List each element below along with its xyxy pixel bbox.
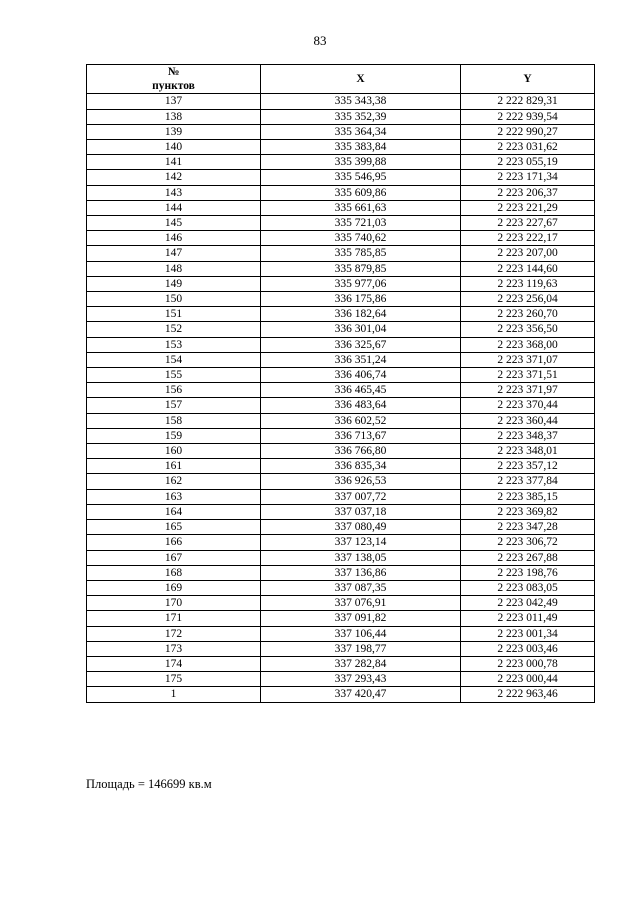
y-coordinate-cell: 2 223 227,67 bbox=[461, 216, 595, 231]
table-row bbox=[87, 231, 595, 246]
x-coordinate-cell: 335 343,38 bbox=[261, 94, 461, 109]
table-body bbox=[87, 94, 595, 702]
point-number-cell: 167 bbox=[87, 550, 261, 565]
point-number-cell: 173 bbox=[87, 641, 261, 656]
x-coordinate-cell: 337 293,43 bbox=[261, 672, 461, 687]
x-coordinate-cell: 337 007,72 bbox=[261, 489, 461, 504]
point-number-cell: 172 bbox=[87, 626, 261, 641]
y-coordinate-cell: 2 223 348,01 bbox=[461, 444, 595, 459]
point-number-cell: 166 bbox=[87, 535, 261, 550]
table-row bbox=[87, 459, 595, 474]
table-row bbox=[87, 596, 595, 611]
table-row bbox=[87, 626, 595, 641]
x-coordinate-cell: 336 182,64 bbox=[261, 307, 461, 322]
x-coordinate-cell: 336 351,24 bbox=[261, 352, 461, 367]
point-number-cell: 144 bbox=[87, 200, 261, 215]
point-number-cell: 175 bbox=[87, 672, 261, 687]
table-row bbox=[87, 520, 595, 535]
x-coordinate-cell: 336 483,64 bbox=[261, 398, 461, 413]
x-coordinate-cell: 335 740,62 bbox=[261, 231, 461, 246]
point-number-cell: 140 bbox=[87, 140, 261, 155]
x-coordinate-cell: 336 406,74 bbox=[261, 368, 461, 383]
table-row bbox=[87, 124, 595, 139]
y-coordinate-cell: 2 223 306,72 bbox=[461, 535, 595, 550]
x-coordinate-cell: 335 721,03 bbox=[261, 216, 461, 231]
table-row bbox=[87, 322, 595, 337]
x-coordinate-cell: 336 713,67 bbox=[261, 428, 461, 443]
x-coordinate-cell: 335 399,88 bbox=[261, 155, 461, 170]
table-row bbox=[87, 550, 595, 565]
point-number-cell: 169 bbox=[87, 580, 261, 595]
y-coordinate-cell: 2 223 377,84 bbox=[461, 474, 595, 489]
point-number-cell: 147 bbox=[87, 246, 261, 261]
table-row bbox=[87, 444, 595, 459]
table-row bbox=[87, 352, 595, 367]
y-coordinate-cell: 2 223 356,50 bbox=[461, 322, 595, 337]
point-number-cell: 159 bbox=[87, 428, 261, 443]
y-coordinate-cell: 2 223 198,76 bbox=[461, 565, 595, 580]
x-coordinate-cell: 336 301,04 bbox=[261, 322, 461, 337]
x-coordinate-cell: 336 175,86 bbox=[261, 292, 461, 307]
y-coordinate-cell: 2 223 385,15 bbox=[461, 489, 595, 504]
table-row bbox=[87, 611, 595, 626]
point-number-cell: 151 bbox=[87, 307, 261, 322]
table-row bbox=[87, 413, 595, 428]
table-row bbox=[87, 474, 595, 489]
table-row bbox=[87, 170, 595, 185]
table-row bbox=[87, 94, 595, 109]
point-number-cell: 154 bbox=[87, 352, 261, 367]
point-number-cell: 170 bbox=[87, 596, 261, 611]
table-row bbox=[87, 292, 595, 307]
table-row bbox=[87, 641, 595, 656]
point-number-cell: 150 bbox=[87, 292, 261, 307]
table-row bbox=[87, 307, 595, 322]
table-row bbox=[87, 155, 595, 170]
point-number-cell: 153 bbox=[87, 337, 261, 352]
point-number-cell: 142 bbox=[87, 170, 261, 185]
x-coordinate-cell: 335 977,06 bbox=[261, 276, 461, 291]
table-row bbox=[87, 140, 595, 155]
y-coordinate-cell: 2 223 119,63 bbox=[461, 276, 595, 291]
x-coordinate-cell: 337 136,86 bbox=[261, 565, 461, 580]
y-coordinate-cell: 2 223 171,34 bbox=[461, 170, 595, 185]
header-y: Y bbox=[461, 65, 595, 94]
y-coordinate-cell: 2 223 347,28 bbox=[461, 520, 595, 535]
y-coordinate-cell: 2 223 042,49 bbox=[461, 596, 595, 611]
x-coordinate-cell: 337 106,44 bbox=[261, 626, 461, 641]
x-coordinate-cell: 336 766,80 bbox=[261, 444, 461, 459]
y-coordinate-cell: 2 223 206,37 bbox=[461, 185, 595, 200]
table-row bbox=[87, 216, 595, 231]
y-coordinate-cell: 2 223 055,19 bbox=[461, 155, 595, 170]
y-coordinate-cell: 2 223 000,44 bbox=[461, 672, 595, 687]
x-coordinate-cell: 337 087,35 bbox=[261, 580, 461, 595]
y-coordinate-cell: 2 222 963,46 bbox=[461, 687, 595, 702]
point-number-cell: 146 bbox=[87, 231, 261, 246]
table-row bbox=[87, 672, 595, 687]
x-coordinate-cell: 335 661,63 bbox=[261, 200, 461, 215]
y-coordinate-cell: 2 223 368,00 bbox=[461, 337, 595, 352]
table-row bbox=[87, 428, 595, 443]
point-number-cell: 141 bbox=[87, 155, 261, 170]
point-number-cell: 164 bbox=[87, 504, 261, 519]
x-coordinate-cell: 336 602,52 bbox=[261, 413, 461, 428]
point-number-cell: 155 bbox=[87, 368, 261, 383]
x-coordinate-cell: 337 080,49 bbox=[261, 520, 461, 535]
table-row bbox=[87, 200, 595, 215]
x-coordinate-cell: 335 383,84 bbox=[261, 140, 461, 155]
y-coordinate-cell: 2 223 260,70 bbox=[461, 307, 595, 322]
point-number-cell: 1 bbox=[87, 687, 261, 702]
table-row bbox=[87, 489, 595, 504]
point-number-cell: 163 bbox=[87, 489, 261, 504]
table-row bbox=[87, 337, 595, 352]
point-number-cell: 152 bbox=[87, 322, 261, 337]
y-coordinate-cell: 2 223 001,34 bbox=[461, 626, 595, 641]
table-row bbox=[87, 383, 595, 398]
x-coordinate-cell: 337 138,05 bbox=[261, 550, 461, 565]
y-coordinate-cell: 2 223 031,62 bbox=[461, 140, 595, 155]
table-row bbox=[87, 246, 595, 261]
point-number-cell: 137 bbox=[87, 94, 261, 109]
table-row bbox=[87, 276, 595, 291]
y-coordinate-cell: 2 223 357,12 bbox=[461, 459, 595, 474]
table-row bbox=[87, 368, 595, 383]
table-row bbox=[87, 109, 595, 124]
y-coordinate-cell: 2 222 829,31 bbox=[461, 94, 595, 109]
x-coordinate-cell: 337 123,14 bbox=[261, 535, 461, 550]
y-coordinate-cell: 2 223 360,44 bbox=[461, 413, 595, 428]
x-coordinate-cell: 336 835,34 bbox=[261, 459, 461, 474]
y-coordinate-cell: 2 223 371,07 bbox=[461, 352, 595, 367]
point-number-cell: 158 bbox=[87, 413, 261, 428]
x-coordinate-cell: 337 198,77 bbox=[261, 641, 461, 656]
y-coordinate-cell: 2 223 144,60 bbox=[461, 261, 595, 276]
point-number-cell: 145 bbox=[87, 216, 261, 231]
y-coordinate-cell: 2 222 990,27 bbox=[461, 124, 595, 139]
coordinates-table bbox=[86, 64, 595, 703]
header-point-number bbox=[87, 65, 261, 94]
x-coordinate-cell: 337 420,47 bbox=[261, 687, 461, 702]
table-row bbox=[87, 535, 595, 550]
x-coordinate-cell: 335 546,95 bbox=[261, 170, 461, 185]
point-number-cell: 171 bbox=[87, 611, 261, 626]
x-coordinate-cell: 336 325,67 bbox=[261, 337, 461, 352]
point-number-cell: 138 bbox=[87, 109, 261, 124]
point-number-cell: 165 bbox=[87, 520, 261, 535]
area-summary: Площадь = 146699 кв.м bbox=[86, 777, 212, 791]
y-coordinate-cell: 2 223 370,44 bbox=[461, 398, 595, 413]
table-row bbox=[87, 687, 595, 702]
point-number-cell: 161 bbox=[87, 459, 261, 474]
point-number-cell: 143 bbox=[87, 185, 261, 200]
x-coordinate-cell: 335 364,34 bbox=[261, 124, 461, 139]
y-coordinate-cell: 2 223 000,78 bbox=[461, 656, 595, 671]
y-coordinate-cell: 2 223 371,97 bbox=[461, 383, 595, 398]
x-coordinate-cell: 335 609,86 bbox=[261, 185, 461, 200]
point-number-cell: 160 bbox=[87, 444, 261, 459]
x-coordinate-cell: 337 037,18 bbox=[261, 504, 461, 519]
table-row bbox=[87, 398, 595, 413]
y-coordinate-cell: 2 223 083,05 bbox=[461, 580, 595, 595]
point-number-cell: 157 bbox=[87, 398, 261, 413]
x-coordinate-cell: 337 076,91 bbox=[261, 596, 461, 611]
header-x: X bbox=[261, 65, 461, 94]
point-number-cell: 148 bbox=[87, 261, 261, 276]
table-row bbox=[87, 185, 595, 200]
y-coordinate-cell: 2 222 939,54 bbox=[461, 109, 595, 124]
y-coordinate-cell: 2 223 221,29 bbox=[461, 200, 595, 215]
point-number-cell: 174 bbox=[87, 656, 261, 671]
x-coordinate-cell: 335 879,85 bbox=[261, 261, 461, 276]
point-number-cell: 139 bbox=[87, 124, 261, 139]
page-number: 83 bbox=[313, 33, 327, 48]
header-num-sign: № bbox=[167, 66, 180, 78]
y-coordinate-cell: 2 223 348,37 bbox=[461, 428, 595, 443]
table-row bbox=[87, 580, 595, 595]
x-coordinate-cell: 335 785,85 bbox=[261, 246, 461, 261]
x-coordinate-cell: 335 352,39 bbox=[261, 109, 461, 124]
y-coordinate-cell: 2 223 256,04 bbox=[461, 292, 595, 307]
table-row bbox=[87, 565, 595, 580]
header-points-label: пунктов bbox=[152, 80, 195, 93]
x-coordinate-cell: 337 282,84 bbox=[261, 656, 461, 671]
x-coordinate-cell: 336 926,53 bbox=[261, 474, 461, 489]
y-coordinate-cell: 2 223 003,46 bbox=[461, 641, 595, 656]
point-number-cell: 156 bbox=[87, 383, 261, 398]
x-coordinate-cell: 337 091,82 bbox=[261, 611, 461, 626]
y-coordinate-cell: 2 223 369,82 bbox=[461, 504, 595, 519]
table-row bbox=[87, 261, 595, 276]
table-header-row bbox=[87, 65, 595, 94]
y-coordinate-cell: 2 223 267,88 bbox=[461, 550, 595, 565]
point-number-cell: 162 bbox=[87, 474, 261, 489]
point-number-cell: 168 bbox=[87, 565, 261, 580]
x-coordinate-cell: 336 465,45 bbox=[261, 383, 461, 398]
table-row bbox=[87, 504, 595, 519]
y-coordinate-cell: 2 223 371,51 bbox=[461, 368, 595, 383]
table-row bbox=[87, 656, 595, 671]
y-coordinate-cell: 2 223 222,17 bbox=[461, 231, 595, 246]
y-coordinate-cell: 2 223 207,00 bbox=[461, 246, 595, 261]
y-coordinate-cell: 2 223 011,49 bbox=[461, 611, 595, 626]
point-number-cell: 149 bbox=[87, 276, 261, 291]
